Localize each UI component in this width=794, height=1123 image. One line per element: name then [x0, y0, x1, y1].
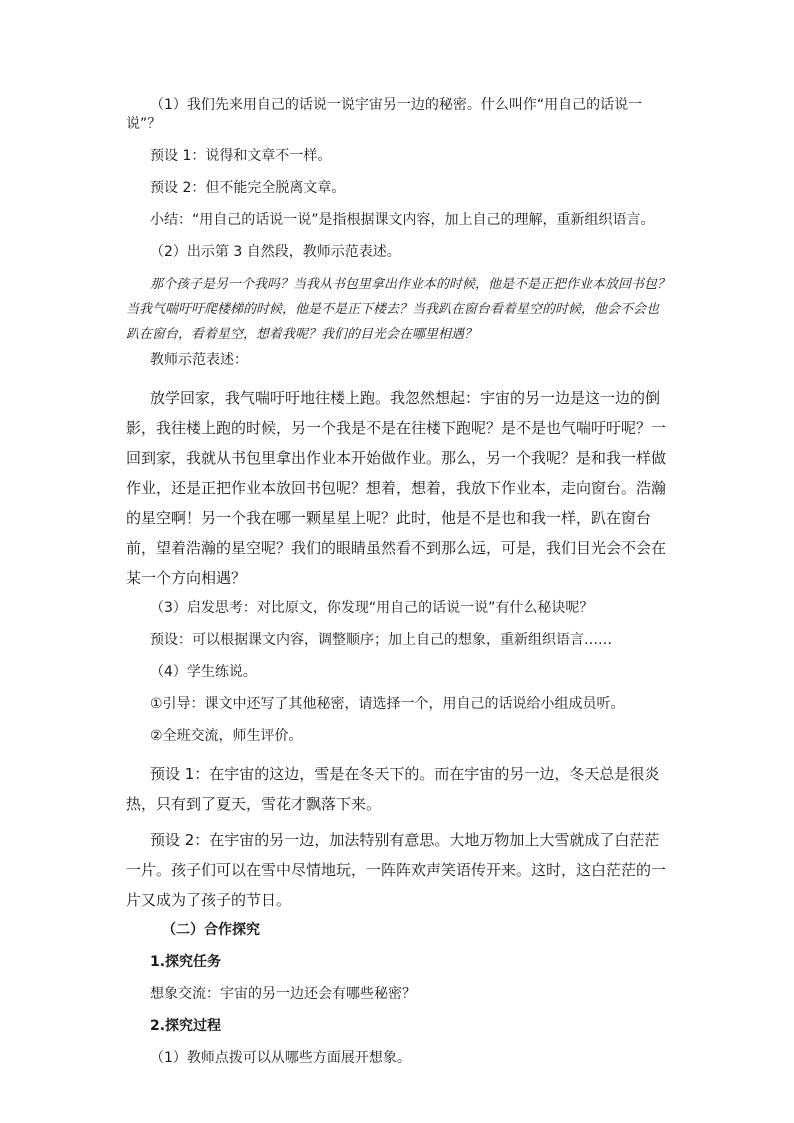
- paragraph-class-exchange: ②全班交流，师生评价。: [150, 728, 303, 744]
- subheading-process: 2.探究过程: [150, 1018, 222, 1034]
- paragraph-preset-2: 预设 2：但不能完全脱离文章。: [150, 180, 346, 196]
- paragraph-teacher-guide: （1）教师点拨可以从哪些方面展开想象。: [150, 1050, 411, 1066]
- paragraph-preset-1: 预设 1：说得和文章不一样。: [150, 148, 332, 164]
- paragraph-preset: 预设：可以根据课文内容，调整顺序；加上自己的想象，重新组织语言……: [150, 632, 612, 648]
- paragraph-step-4: （4）学生练说。: [150, 664, 257, 680]
- paragraph-teacher-demo-text: 放学回家，我气喘吁吁地往楼上跑。我忽然想起：宇宙的另一边是这一边的倒影，我往楼上跑的时候，另一个我是不是在往楼下跑呢？是不是也气喘吁吁呢？一回到家，我就从书包里拿出作业本开始做作业。那么，另一个我呢？是和我一样做作业，还是正把作业本放回书包呢？想着，想着，我放下作业本，走向窗台。浩瀚的星空啊！另一个我在哪一颗星星上呢？此时，他是不是也和我一样，趴在窗台前，望着浩瀚的星空呢？我们的眼睛虽然看不到那么远，可是，我们目光会不会在某一个方向相遇？: [126, 389, 667, 587]
- paragraph-quoted-text: 那个孩子是另一个我吗？当我从书包里拿出作业本的时候，他是不是正把作业本放回书包？当我气喘吁吁爬楼梯的时候，他是不是正下楼去？当我趴在窗台看着星空的时候，他会不会也趴在窗台，看着星空，想着我呢？我们的目光会在哪里相遇？: [126, 277, 671, 342]
- paragraph-example-2: 预设 2：在宇宙的另一边，加法特别有意思。大地万物加上大雪就成了白茫茫一片。孩子们可以在雪中尽情地玩，一阵阵欢声笑语传开来。这时，这白茫茫的一片又成为了孩子的节日。: [126, 831, 667, 909]
- document-body: [126, 96, 671, 1081]
- subheading-task: 1.探究任务: [150, 954, 222, 970]
- section-heading-cooperation: （二）合作探究: [162, 922, 260, 938]
- paragraph-question-1: （1）我们先来用自己的话说一说宇宙另一边的秘密。什么叫作“用自己的话说一说”？: [126, 97, 643, 132]
- paragraph-imagination-exchange: 想象交流：宇宙的另一边还会有哪些秘密？: [150, 986, 416, 1002]
- paragraph-example-1: 预设 1：在宇宙的这边，雪是在冬天下的。而在宇宙的另一边，冬天总是很炎热，只有到了夏天，雪花才飘落下来。: [126, 765, 660, 813]
- paragraph-step-3: （3）启发思考：对比原文，你发现“用自己的话说一说”有什么秘诀呢？: [150, 600, 594, 616]
- paragraph-guide: ①引导：课文中还写了其他秘密，请选择一个，用自己的话说给小组成员听。: [150, 696, 625, 712]
- paragraph-step-2: （2）出示第 3 自然段，教师示范表述。: [150, 244, 401, 260]
- paragraph-teacher-demo-label: 教师示范表述：: [150, 352, 248, 368]
- paragraph-summary: 小结：“用自己的话说一说”是指根据课文内容，加上自己的理解，重新组织语言。: [150, 212, 655, 228]
